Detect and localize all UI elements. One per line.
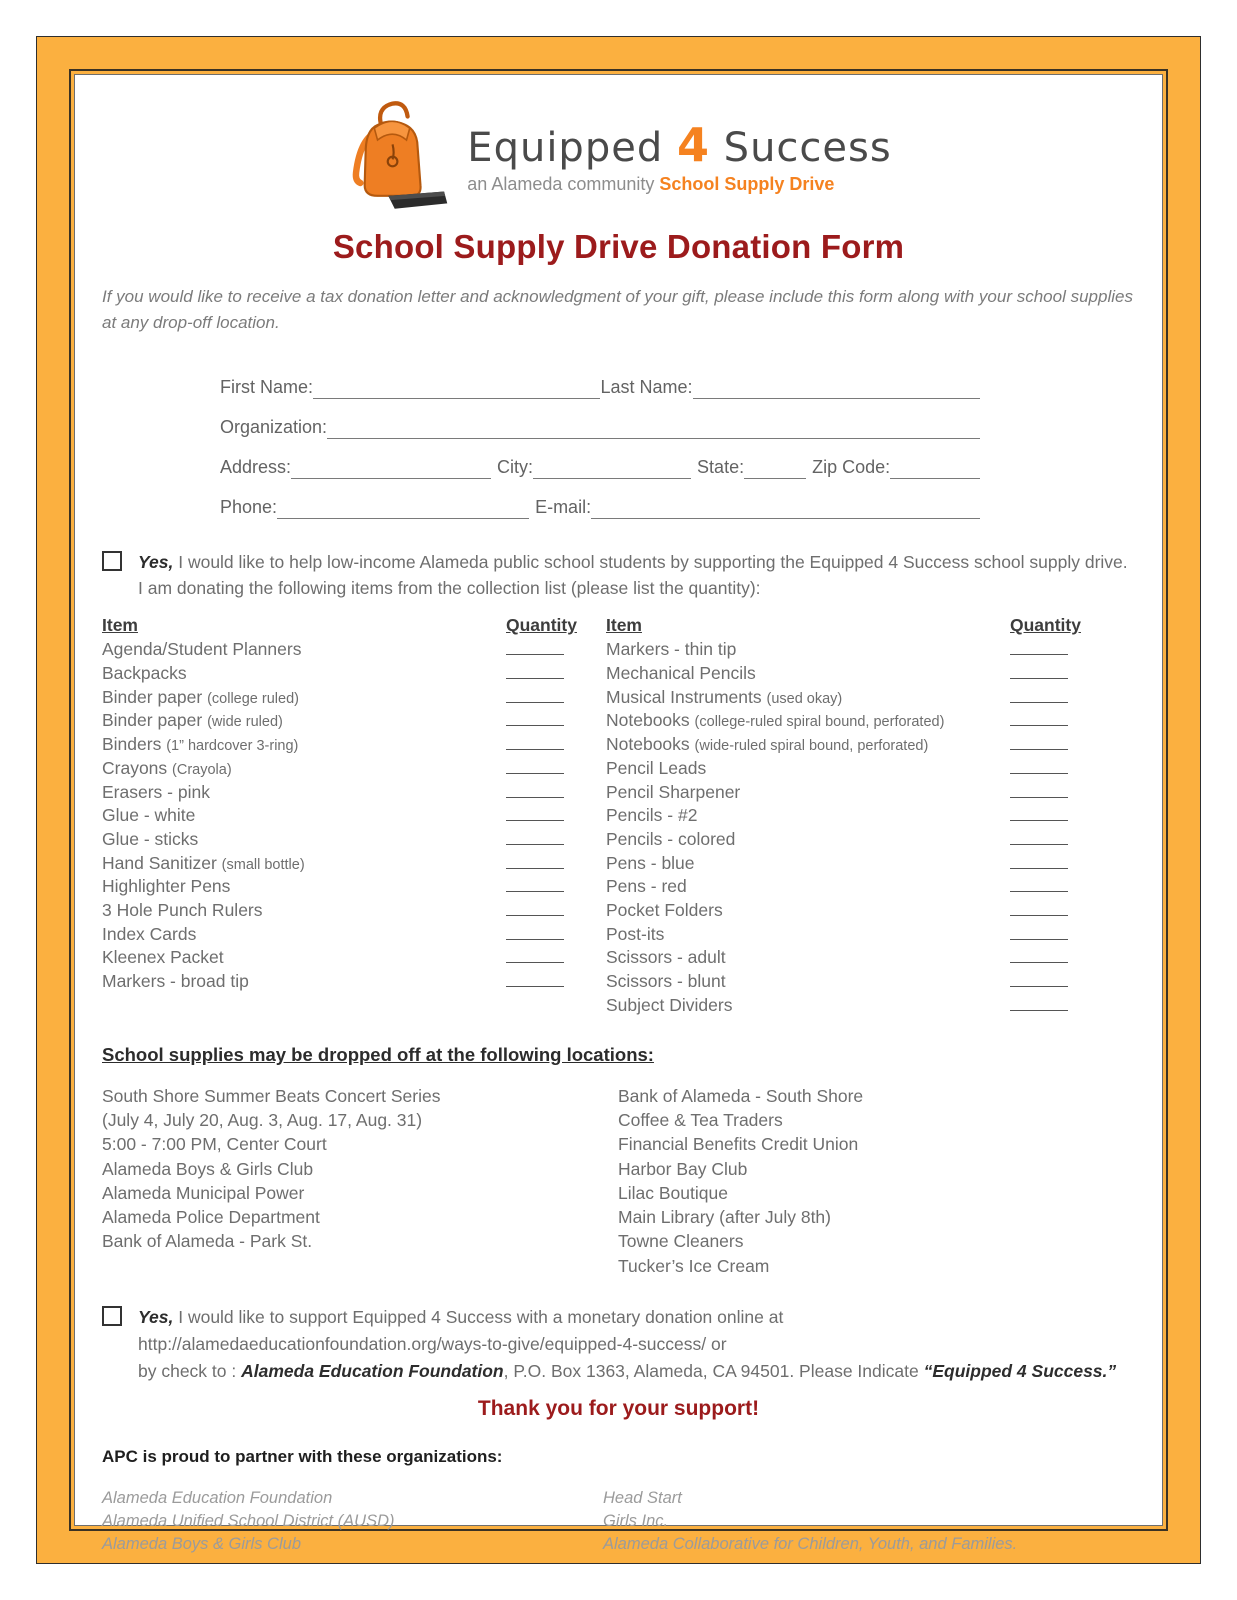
- quantity-cell: [1010, 925, 1090, 945]
- quantity-input[interactable]: [1010, 640, 1068, 655]
- quantity-cell: [506, 877, 586, 897]
- item-label: Glue - white: [102, 805, 196, 826]
- item-row: [102, 755, 586, 779]
- quantity-cell: [1010, 640, 1090, 660]
- address-label: Address:: [220, 456, 292, 477]
- quantity-input[interactable]: [1010, 735, 1068, 750]
- monetary-donation-text: [138, 1304, 1116, 1385]
- quantity-cell: [506, 854, 586, 874]
- item-label: 3 Hole Punch Rulers: [102, 899, 263, 920]
- item-label: Binder paper (college ruled): [102, 686, 299, 707]
- item-label: Mechanical Pencils: [606, 663, 756, 684]
- item-label: Hand Sanitizer (small bottle): [102, 852, 305, 873]
- location-item: Main Library (after July 8th): [618, 1207, 831, 1228]
- item-row: [102, 684, 586, 708]
- location-item: South Shore Summer Beats Concert Series: [102, 1085, 441, 1106]
- checkbox2-check-to: by check to :: [138, 1361, 242, 1382]
- donation-items-text: [138, 549, 1135, 601]
- checkbox2-or: or: [706, 1334, 727, 1355]
- logo-subtitle-gray: an Alameda community: [467, 174, 660, 194]
- partner-item: Girls Inc.: [603, 1512, 669, 1531]
- item-row: [102, 803, 586, 827]
- item-label: Binders (1” hardcover 3-ring): [102, 734, 299, 755]
- quantity-input[interactable]: [1010, 996, 1068, 1011]
- location-item: Alameda Municipal Power: [102, 1182, 305, 1203]
- quantity-cell: [506, 759, 586, 779]
- quantity-cell: [506, 640, 586, 660]
- quantity-input[interactable]: [506, 972, 564, 987]
- monetary-donation-checkbox[interactable]: [102, 1306, 122, 1326]
- partners-lists: [102, 1487, 1135, 1556]
- quantity-input[interactable]: [506, 806, 564, 821]
- email-input[interactable]: [591, 503, 980, 519]
- partners-heading: APC is proud to partner with these organizations:: [102, 1447, 503, 1467]
- quantity-input[interactable]: [506, 901, 564, 916]
- quantity-cell: [1010, 735, 1090, 755]
- location-item: Alameda Police Department: [102, 1207, 320, 1228]
- item-label: Markers - broad tip: [102, 971, 249, 991]
- item-label: Backpacks: [102, 663, 187, 684]
- quantity-input[interactable]: [506, 783, 564, 798]
- state-label: State:: [697, 456, 745, 477]
- item-row: [606, 755, 1090, 779]
- item-header: Item: [606, 614, 642, 635]
- item-row: [606, 708, 1090, 732]
- logo-text: [467, 118, 891, 195]
- item-row: [102, 874, 586, 898]
- item-row: [102, 779, 586, 803]
- city-label: City:: [497, 456, 534, 477]
- item-label: Crayons (Crayola): [102, 757, 232, 778]
- quantity-input[interactable]: [506, 854, 564, 869]
- quantity-input[interactable]: [506, 759, 564, 774]
- item-label: Binder paper (wide ruled): [102, 710, 283, 731]
- quantity-cell: [506, 901, 586, 921]
- thanks-message: Thank you for your support!: [477, 1397, 760, 1421]
- item-row: [606, 637, 1090, 661]
- item-label: Index Cards: [102, 923, 197, 944]
- item-row: [606, 968, 1090, 992]
- quantity-input[interactable]: [1010, 972, 1068, 987]
- checkbox1-body: I would like to help low-income Alameda public school students by supporting the Equipped 4 Success school supply drive. I am donating the following items from the collection list (please list the quantity):: [138, 551, 1128, 598]
- item-label: Kleenex Packet: [102, 947, 224, 968]
- items-header-left: [102, 613, 586, 637]
- email-label: E-mail:: [535, 496, 592, 517]
- items-column-left: [102, 613, 586, 1016]
- item-label: Pens - red: [606, 876, 687, 897]
- first-name-label: First Name:: [220, 376, 314, 397]
- locations-column-left: [102, 1084, 618, 1278]
- phone-input[interactable]: [277, 503, 529, 519]
- quantity-cell: [1010, 901, 1090, 921]
- quantity-cell: [1010, 972, 1090, 992]
- item-label: Musical Instruments (used okay): [606, 686, 843, 707]
- item-row: [102, 850, 586, 874]
- quantity-input[interactable]: [506, 948, 564, 963]
- quantity-cell: [506, 688, 586, 708]
- item-row: [102, 708, 586, 732]
- quantity-header: Quantity: [1010, 614, 1081, 635]
- donation-url[interactable]: http://alamedaeducationfoundation.org/ways-to-give/equipped-4-success/: [138, 1334, 707, 1355]
- quantity-header: Quantity: [506, 614, 577, 635]
- quantity-input[interactable]: [1010, 854, 1068, 869]
- item-label: Pocket Folders: [606, 899, 723, 920]
- item-label: Scissors - adult: [606, 947, 726, 968]
- quantity-input[interactable]: [1010, 925, 1068, 940]
- form-content: [74, 74, 1163, 1554]
- item-row: [102, 921, 586, 945]
- quantity-input[interactable]: [1010, 688, 1068, 703]
- logo: [102, 95, 1135, 218]
- locations-column-right: [618, 1084, 1135, 1278]
- state-input[interactable]: [744, 463, 806, 479]
- quantity-input[interactable]: [506, 925, 564, 940]
- partners-column-right: [603, 1487, 1135, 1556]
- name-row: [220, 359, 980, 399]
- item-row: [102, 968, 586, 992]
- yes-label: Yes,: [138, 551, 174, 572]
- organization-row: [220, 399, 980, 439]
- item-label: Notebooks (wide-ruled spiral bound, perforated): [606, 734, 929, 755]
- quantity-cell: [506, 806, 586, 826]
- phone-row: [220, 479, 980, 519]
- quantity-cell: [506, 711, 586, 731]
- contact-fields: [220, 359, 980, 519]
- location-item: Bank of Alameda - Park St.: [102, 1231, 313, 1252]
- item-row: [102, 897, 586, 921]
- location-item: Alameda Boys & Girls Club: [102, 1158, 314, 1179]
- location-item: Towne Cleaners: [618, 1231, 744, 1252]
- item-label: Notebooks (college-ruled spiral bound, perforated): [606, 710, 945, 731]
- item-row: [606, 921, 1090, 945]
- item-label: Agenda/Student Planners: [102, 639, 302, 660]
- item-label: Subject Dividers: [606, 994, 733, 1015]
- location-item: Harbor Bay Club: [618, 1158, 748, 1179]
- quantity-cell: [1010, 948, 1090, 968]
- quantity-cell: [1010, 664, 1090, 684]
- item-label: Pencil Leads: [606, 757, 707, 778]
- location-item: (July 4, July 20, Aug. 3, Aug. 17, Aug. 31): [102, 1109, 423, 1130]
- decorative-orange-frame: [36, 36, 1201, 1564]
- item-label: Post-its: [606, 923, 665, 944]
- logo-subtitle-orange: School Supply Drive: [659, 174, 835, 194]
- intro-text: If you would like to receive a tax donation letter and acknowledgment of your gift, please include this form along with your school supplies at any drop-off location.: [102, 287, 1133, 333]
- quantity-cell: [1010, 877, 1090, 897]
- quantity-input[interactable]: [1010, 948, 1068, 963]
- logo-word-success: Success: [723, 125, 892, 171]
- item-label: Erasers - pink: [102, 781, 210, 802]
- quantity-cell: [506, 783, 586, 803]
- quantity-cell: [1010, 688, 1090, 708]
- item-row: [606, 731, 1090, 755]
- quantity-input[interactable]: [506, 711, 564, 726]
- quantity-cell: [506, 830, 586, 850]
- quantity-cell: [1010, 783, 1090, 803]
- item-row: [606, 897, 1090, 921]
- logo-word-equipped: Equipped: [467, 125, 664, 171]
- organization-input[interactable]: [327, 423, 980, 439]
- item-row: [606, 874, 1090, 898]
- quantity-input[interactable]: [1010, 759, 1068, 774]
- item-header: Item: [102, 614, 138, 635]
- quantity-cell: [1010, 830, 1090, 850]
- quantity-input[interactable]: [1010, 783, 1068, 798]
- item-label: Glue - sticks: [102, 828, 199, 849]
- item-label: Scissors - blunt: [606, 971, 726, 991]
- quantity-input[interactable]: [506, 688, 564, 703]
- page-title: School Supply Drive Donation Form: [332, 228, 905, 265]
- logo-subtitle: [467, 174, 891, 195]
- quantity-cell: [506, 948, 586, 968]
- partner-item: Head Start: [603, 1489, 682, 1508]
- item-row: [102, 660, 586, 684]
- quantity-input[interactable]: [1010, 711, 1068, 726]
- items-list-right: [606, 637, 1090, 1016]
- item-row: [606, 779, 1090, 803]
- item-row: [606, 660, 1090, 684]
- item-label: Pens - blue: [606, 852, 695, 873]
- item-row: [102, 945, 586, 969]
- items-list-left: [102, 637, 586, 992]
- quantity-cell: [1010, 996, 1090, 1016]
- decorative-inner-frame: [69, 69, 1168, 1554]
- address-input[interactable]: [291, 463, 491, 479]
- zip-input[interactable]: [890, 463, 980, 479]
- quantity-cell: [506, 735, 586, 755]
- quantity-input[interactable]: [1010, 877, 1068, 892]
- address-row: [220, 439, 980, 479]
- items-table: [102, 613, 1090, 1016]
- location-item: Financial Benefits Credit Union: [618, 1134, 859, 1155]
- city-input[interactable]: [533, 463, 691, 479]
- logo-number-4: 4: [676, 118, 710, 172]
- organization-label: Organization:: [220, 416, 328, 437]
- location-item: 5:00 - 7:00 PM, Center Court: [102, 1134, 327, 1155]
- checkbox2-line1: I would like to support Equipped 4 Success with a monetary donation online at: [173, 1307, 784, 1328]
- checkbox2-address: , P.O. Box 1363, Alameda, CA 94501. Please Indicate: [503, 1361, 924, 1382]
- partner-item: Alameda Collaborative for Children, Youth, and Families.: [603, 1535, 1018, 1554]
- quantity-input[interactable]: [506, 735, 564, 750]
- dropoff-locations: [102, 1084, 1135, 1278]
- quantity-input[interactable]: [506, 640, 564, 655]
- partner-item: Alameda Unified School District (AUSD): [102, 1512, 395, 1531]
- donation-items-section: [102, 549, 1135, 601]
- location-item: Lilac Boutique: [618, 1182, 728, 1203]
- quantity-input[interactable]: [506, 830, 564, 845]
- partner-item: Alameda Education Foundation: [102, 1489, 333, 1508]
- item-row: [606, 850, 1090, 874]
- last-name-input[interactable]: [693, 383, 980, 399]
- items-column-right: [606, 613, 1090, 1016]
- item-label: Highlighter Pens: [102, 876, 231, 897]
- item-row: [102, 637, 586, 661]
- foundation-name: Alameda Education Foundation: [241, 1361, 504, 1382]
- quantity-cell: [1010, 759, 1090, 779]
- last-name-label: Last Name:: [600, 376, 693, 397]
- partners-column-left: [102, 1487, 603, 1556]
- items-header-right: [606, 613, 1090, 637]
- quantity-cell: [506, 972, 586, 992]
- first-name-input[interactable]: [313, 383, 600, 399]
- item-row: [606, 992, 1090, 1016]
- dropoff-heading: School supplies may be dropped off at the following locations:: [102, 1043, 654, 1065]
- quantity-input[interactable]: [1010, 664, 1068, 679]
- item-row: [606, 803, 1090, 827]
- memo-quote: “Equipped 4 Success.”: [923, 1361, 1117, 1382]
- quantity-input[interactable]: [1010, 901, 1068, 916]
- item-row: [102, 731, 586, 755]
- backpack-logo-icon: [345, 95, 453, 218]
- location-item: Coffee & Tea Traders: [618, 1109, 783, 1130]
- donation-items-checkbox[interactable]: [102, 551, 122, 571]
- quantity-cell: [1010, 854, 1090, 874]
- item-label: Pencil Sharpener: [606, 781, 741, 802]
- item-row: [606, 945, 1090, 969]
- item-label: Pencils - #2: [606, 805, 698, 826]
- item-row: [102, 826, 586, 850]
- quantity-cell: [1010, 806, 1090, 826]
- location-item: Tucker’s Ice Cream: [618, 1255, 770, 1276]
- quantity-cell: [506, 664, 586, 684]
- item-row: [606, 826, 1090, 850]
- zip-label: Zip Code:: [812, 456, 891, 477]
- logo-title: [467, 118, 891, 172]
- quantity-input[interactable]: [506, 664, 564, 679]
- monetary-donation-section: [102, 1304, 1135, 1385]
- item-label: Markers - thin tip: [606, 639, 737, 660]
- quantity-input[interactable]: [506, 877, 564, 892]
- location-item: Bank of Alameda - South Shore: [618, 1085, 864, 1106]
- quantity-cell: [506, 925, 586, 945]
- item-label: Pencils - colored: [606, 828, 736, 849]
- quantity-input[interactable]: [1010, 806, 1068, 821]
- yes-label: Yes,: [138, 1307, 174, 1328]
- quantity-input[interactable]: [1010, 830, 1068, 845]
- phone-label: Phone:: [220, 496, 278, 517]
- quantity-cell: [1010, 711, 1090, 731]
- item-row: [606, 684, 1090, 708]
- partner-item: Alameda Boys & Girls Club: [102, 1535, 301, 1554]
